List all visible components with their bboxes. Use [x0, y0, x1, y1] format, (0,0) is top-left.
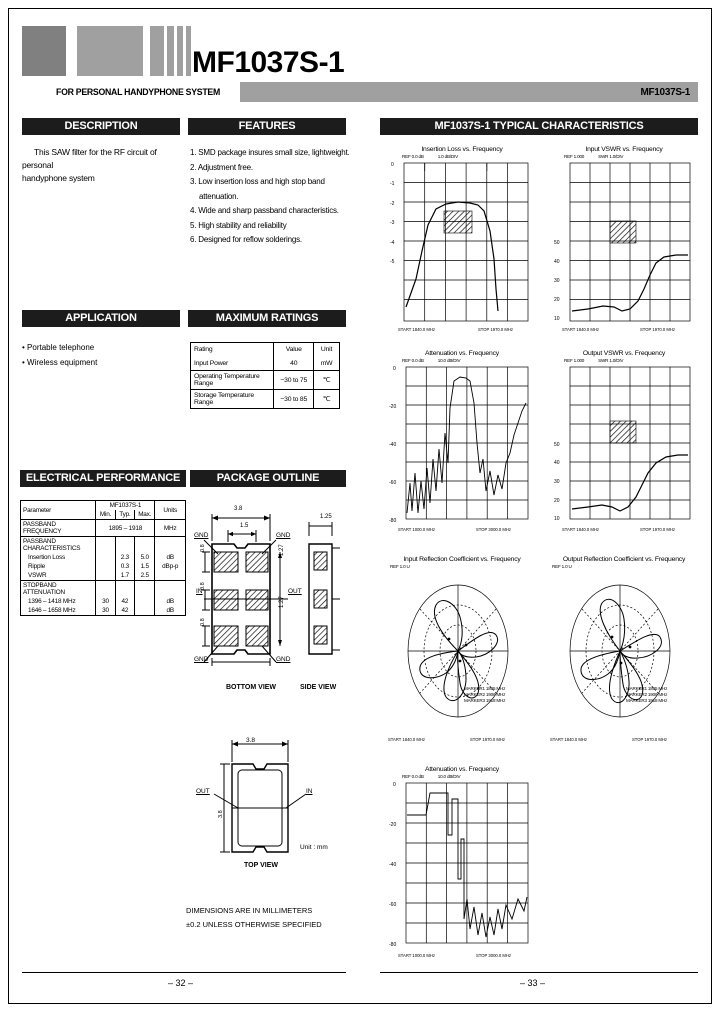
- elec-cell-units: [155, 581, 186, 598]
- table-row: [191, 343, 340, 357]
- svg-text:40: 40: [554, 460, 560, 466]
- elec-cell-min: [96, 562, 115, 571]
- max-ratings-cell-value: 40: [274, 357, 314, 371]
- dim-label-pad-3: 0.8: [200, 618, 206, 626]
- header-part-number: MF1037S-1: [640, 86, 690, 98]
- bullet-dot-icon: •: [22, 343, 25, 352]
- svg-text:10: 10: [554, 316, 560, 322]
- svg-text:0: 0: [391, 162, 394, 168]
- decorative-bars: [22, 26, 194, 76]
- elec-cell-typ: [115, 537, 134, 554]
- section-header-max-ratings: MAXIMUM RATINGS: [188, 310, 346, 327]
- dim-label-pad-1: 0.8: [200, 544, 206, 552]
- chart-attenuation-2: [386, 766, 538, 968]
- part-number-title: MF1037S-1: [192, 46, 345, 79]
- max-ratings-header-rating: Rating: [191, 343, 274, 357]
- section-header-features: FEATURES: [188, 118, 346, 135]
- elec-cell-units: MHz: [155, 520, 186, 537]
- pin-label-gnd-bottom-right: GND: [276, 656, 291, 663]
- svg-text:-5: -5: [390, 259, 395, 265]
- top-pin-label-out: OUT: [196, 788, 210, 795]
- elec-header-device: MF1037S-1: [96, 501, 155, 511]
- table-row: [191, 371, 340, 390]
- pin-label-in: IN: [196, 588, 203, 595]
- chart-x-stop: STOP 1970.0 MHz: [478, 327, 513, 332]
- table-row: [21, 520, 186, 537]
- unit-note: Unit : mm: [300, 844, 328, 851]
- package-note-line-1: DIMENSIONS ARE IN MILLIMETERS: [186, 906, 313, 915]
- bullet-dot-icon: •: [22, 358, 25, 367]
- svg-text:20: 20: [554, 498, 560, 504]
- chart-div-label: SWR 1.0/DIV: [598, 154, 624, 159]
- chart-output-reflection: [548, 556, 700, 752]
- table-row: [21, 571, 186, 581]
- max-ratings-header-value: Value: [274, 343, 314, 357]
- smith-marker-2: MARKER2 1906 MHz: [464, 692, 506, 697]
- svg-text:START 1000.0 MHz: START 1000.0 MHz: [398, 527, 436, 532]
- application-item-1-label: Portable telephone: [27, 343, 95, 352]
- max-ratings-cell-unit: ℃: [314, 371, 340, 390]
- elec-header-typ: Typ.: [115, 510, 134, 520]
- bar-block-3: [150, 26, 164, 76]
- smith-marker-2: MARKER2 1906 MHz: [626, 692, 668, 697]
- max-ratings-cell-param: Operating Temperature Range: [191, 371, 274, 390]
- svg-text:STOP 1970.0 MHz: STOP 1970.0 MHz: [640, 527, 675, 532]
- chart-ref-label: REF 0.0 dB: [402, 358, 424, 363]
- top-pin-label-in: IN: [306, 788, 313, 795]
- pin-label-gnd-top-left: GND: [194, 532, 209, 539]
- masthead: [22, 26, 698, 102]
- chart-plot-area: [548, 363, 700, 539]
- chart-div-label: SWR 1.0/DIV: [598, 358, 624, 363]
- max-ratings-table: [190, 342, 340, 409]
- max-ratings-cell-unit: ℃: [314, 390, 340, 409]
- elec-header-max: Max.: [135, 510, 155, 520]
- elec-cell-min: [96, 581, 115, 598]
- svg-text:-4: -4: [390, 240, 395, 246]
- smith-marker-1: MARKER1 1895 MHz: [464, 686, 506, 691]
- chart-title: Input VSWR vs. Frequency: [585, 146, 663, 153]
- features-list: [190, 146, 350, 248]
- feature-item-4: 4. Wide and sharp passband characteristics.: [190, 206, 339, 215]
- svg-text:40: 40: [554, 259, 560, 265]
- svg-text:STOP 1970.0 MHz: STOP 1970.0 MHz: [640, 327, 675, 332]
- chart-title: Output Reflection Coefficient vs. Frequency: [562, 556, 686, 563]
- feature-item-2: 2. Adjustment free.: [190, 162, 253, 172]
- footer-rule-left: [22, 972, 346, 973]
- dim-label-pitch-1: 1.27: [279, 544, 285, 556]
- svg-text:STOP 1970.0 MHz: STOP 1970.0 MHz: [632, 737, 667, 742]
- chart-ref-label: REF 1.000: [564, 154, 585, 159]
- table-row: [21, 562, 186, 571]
- max-ratings-cell-value: −30 to 85: [274, 390, 314, 409]
- chart-ref-label: REF 0.0 dB: [402, 154, 424, 159]
- bottom-view-label: BOTTOM VIEW: [226, 684, 277, 691]
- section-header-package: PACKAGE OUTLINE DIMENSIONS: [190, 470, 346, 487]
- table-row: [21, 537, 186, 554]
- elec-cell-min: [96, 537, 115, 554]
- max-ratings-cell-param: Storage Temperature Range: [191, 390, 274, 409]
- svg-text:-1: -1: [390, 181, 395, 187]
- svg-text:STOP 3000.0 MHz: STOP 3000.0 MHz: [476, 527, 511, 532]
- chart-input-vswr: [548, 146, 700, 342]
- elec-cell-param: PASSBAND FREQUENCY: [21, 520, 96, 537]
- elec-cell-param: Insertion Loss: [21, 553, 96, 562]
- elec-cell-max: [135, 581, 155, 598]
- svg-text:START 1840.0 MHz: START 1840.0 MHz: [562, 327, 600, 332]
- svg-text:-3: -3: [390, 220, 395, 226]
- top-view-label: TOP VIEW: [244, 862, 278, 869]
- page-number-left: – 32 –: [168, 978, 194, 988]
- svg-text:10: 10: [554, 516, 560, 522]
- pin-label-gnd-bottom-left: GND: [194, 656, 209, 663]
- feature-item-1: 1. SMD package insures small size, lightweight.: [190, 148, 350, 157]
- electrical-performance-table: [20, 500, 186, 616]
- svg-text:-80: -80: [389, 942, 397, 948]
- chart-title: Input Reflection Coefficient vs. Frequency: [403, 556, 521, 563]
- elec-cell-max: 1.5: [135, 562, 155, 571]
- elec-cell-param: 1646 – 1658 MHz: [21, 606, 96, 616]
- smith-chart-plot: [386, 569, 538, 747]
- smith-marker-legend: [626, 686, 667, 704]
- elec-cell-param: PASSBAND CHARACTERISTICS: [21, 537, 96, 554]
- elec-cell-param: 1396 – 1418 MHz: [21, 597, 96, 606]
- application-item-2: [22, 355, 180, 370]
- svg-text:STOP 1970.0 MHz: STOP 1970.0 MHz: [470, 737, 505, 742]
- feature-item-5: 5. High stability and reliability: [190, 220, 287, 230]
- dim-label-side-height: 1.25: [320, 514, 332, 520]
- elec-cell-typ: 1.7: [115, 571, 134, 581]
- svg-text:START 1840.0 MHz: START 1840.0 MHz: [388, 737, 426, 742]
- svg-text:-80: -80: [389, 518, 397, 524]
- svg-text:30: 30: [554, 278, 560, 284]
- elec-cell-typ: 2.3: [115, 553, 134, 562]
- footer-rule-right: [380, 972, 698, 973]
- table-row: [21, 597, 186, 606]
- bar-block-4: [167, 26, 174, 76]
- elec-cell-units: [155, 571, 186, 581]
- elec-cell-max: [135, 537, 155, 554]
- bar-block-5: [177, 26, 183, 76]
- elec-header-units: Units: [155, 501, 186, 520]
- smith-marker-3: MARKER3 1918 MHz: [626, 698, 668, 703]
- side-view-label: SIDE VIEW: [300, 684, 337, 691]
- application-list: [22, 340, 180, 370]
- section-header-electrical: ELECTRICAL PERFORMANCE: [20, 470, 186, 487]
- elec-cell-units: [155, 537, 186, 554]
- chart-series-attenuation-1: [407, 377, 526, 513]
- package-bottom-side-drawing: [192, 496, 348, 686]
- elec-cell-param: Ripple: [21, 562, 96, 571]
- dim-label-width: 3.8: [234, 506, 243, 512]
- svg-text:-40: -40: [389, 862, 397, 868]
- chart-title: Attenuation vs. Frequency: [425, 350, 499, 357]
- chart-title: Output VSWR vs. Frequency: [582, 350, 666, 357]
- chart-div-label: 10.0 dB/DIV: [437, 774, 461, 779]
- elec-header-parameter: Parameter: [21, 501, 96, 520]
- feature-item-3: 3. Low insertion loss and high stop band: [190, 177, 325, 186]
- chart-ref-label: REF 1.000: [564, 358, 585, 363]
- svg-text:-2: -2: [390, 201, 395, 207]
- elec-cell-units: dB: [155, 606, 186, 616]
- table-row: [191, 357, 340, 371]
- smith-chart-plot: [548, 569, 700, 747]
- elec-cell-min: [96, 553, 115, 562]
- max-ratings-cell-value: −30 to 75: [274, 371, 314, 390]
- section-header-description: DESCRIPTION: [22, 118, 180, 135]
- description-line-2: handyphone system: [22, 173, 95, 183]
- pin-label-out: OUT: [288, 588, 302, 595]
- elec-cell-typ: 42: [115, 597, 134, 606]
- svg-text:0: 0: [393, 782, 396, 788]
- smith-marker-1: MARKER1 1895 MHz: [626, 686, 668, 691]
- svg-text:START 1000.0 MHz: START 1000.0 MHz: [398, 953, 436, 958]
- chart-x-start: START 1840.0 MHz: [398, 327, 436, 332]
- section-header-application: APPLICATION: [22, 310, 180, 327]
- svg-text:50: 50: [554, 240, 560, 246]
- elec-cell-min: 30: [96, 597, 115, 606]
- svg-text:-60: -60: [389, 480, 397, 486]
- smith-marker-3: MARKER3 1918 MHz: [464, 698, 506, 703]
- table-row: [191, 390, 340, 409]
- chart-div-label: 1.0 dB/DIV: [437, 154, 458, 159]
- elec-cell-min: 30: [96, 606, 115, 616]
- elec-cell-typ: [115, 581, 134, 598]
- max-ratings-cell-unit: mW: [314, 357, 340, 371]
- table-row: [21, 606, 186, 616]
- top-dim-width: 3.8: [246, 737, 256, 744]
- max-ratings-cell-param: Input Power: [191, 357, 274, 371]
- application-item-2-label: Wireless equipment: [27, 358, 98, 367]
- chart-title: Insertion Loss vs. Frequency: [421, 146, 503, 153]
- svg-text:-60: -60: [389, 902, 397, 908]
- elec-cell-max: 5.0: [135, 553, 155, 562]
- chart-ref-label: REF 1.0 U: [390, 564, 410, 569]
- dim-label-notch: 1.5: [240, 523, 249, 529]
- table-row: [21, 581, 186, 598]
- pin-label-gnd-top-right: GND: [276, 532, 291, 539]
- bar-block-6: [186, 26, 191, 76]
- elec-cell-units: dB: [155, 597, 186, 606]
- application-item-1: [22, 340, 180, 355]
- top-dim-height: 3.8: [218, 810, 224, 818]
- tagline-text: FOR PERSONAL HANDYPHONE SYSTEM: [56, 87, 220, 98]
- elec-cell-typ: 42: [115, 606, 134, 616]
- elec-cell-units: dB: [155, 553, 186, 562]
- feature-item-6: 6. Designed for reflow solderings.: [190, 235, 302, 244]
- dim-label-pitch-2: 1.27: [279, 596, 285, 608]
- tagline-fill: [240, 82, 698, 102]
- elec-cell-param: VSWR: [21, 571, 96, 581]
- svg-text:STOP 3000.0 MHz: STOP 3000.0 MHz: [476, 953, 511, 958]
- elec-cell-passband-range: 1895 – 1918: [96, 520, 155, 537]
- package-note-line-2: ±0.2 UNLESS OTHERWISE SPECIFIED: [186, 920, 322, 929]
- table-row: [21, 501, 186, 511]
- page-number-right: – 33 –: [520, 978, 546, 988]
- description-body: [22, 146, 184, 185]
- bar-block-2: [77, 26, 143, 76]
- svg-text:START 1840.0 MHz: START 1840.0 MHz: [562, 527, 600, 532]
- chart-output-vswr: [548, 350, 700, 544]
- elec-header-min: Min.: [96, 510, 115, 520]
- svg-text:-20: -20: [389, 822, 397, 828]
- svg-text:-40: -40: [389, 442, 397, 448]
- tagline-bar: [56, 82, 698, 102]
- svg-text:50: 50: [554, 442, 560, 448]
- feature-item-3-cont: attenuation.: [199, 191, 239, 201]
- elec-cell-typ: 0.3: [115, 562, 134, 571]
- chart-insertion-loss: [386, 146, 538, 342]
- chart-plot-area: [386, 779, 538, 963]
- chart-input-reflection: [386, 556, 538, 752]
- chart-attenuation-1: [386, 350, 538, 544]
- svg-text:20: 20: [554, 297, 560, 303]
- chart-ref-label: REF 0.0 dB: [402, 774, 424, 779]
- svg-text:-20: -20: [389, 404, 397, 410]
- dim-label-pad-2: 0.8: [200, 582, 206, 590]
- table-row: [21, 553, 186, 562]
- svg-text:30: 30: [554, 479, 560, 485]
- elec-cell-max: [135, 597, 155, 606]
- chart-plot-area: [548, 159, 700, 337]
- section-header-characteristics: MF1037S-1 TYPICAL CHARACTERISTICS: [380, 118, 698, 135]
- elec-cell-param: STOPBAND ATTENUATION: [21, 581, 96, 598]
- chart-plot-area: [386, 363, 538, 539]
- elec-cell-max: 2.5: [135, 571, 155, 581]
- elec-cell-units: dBp-p: [155, 562, 186, 571]
- chart-ref-label: REF 1.0 U: [552, 564, 572, 569]
- elec-cell-max: [135, 606, 155, 616]
- svg-text:0: 0: [393, 366, 396, 372]
- bar-block-1: [22, 26, 66, 76]
- smith-marker-legend: [464, 686, 505, 704]
- elec-cell-min: [96, 571, 115, 581]
- max-ratings-header-unit: Unit: [314, 343, 340, 357]
- svg-text:START 1840.0 MHz: START 1840.0 MHz: [550, 737, 588, 742]
- description-line-1: This SAW filter for the RF circuit of personal: [22, 147, 157, 170]
- chart-plot-area: [386, 159, 538, 337]
- chart-title: Attenuation vs. Frequency: [425, 766, 499, 773]
- chart-div-label: 10.0 dB/DIV: [437, 358, 461, 363]
